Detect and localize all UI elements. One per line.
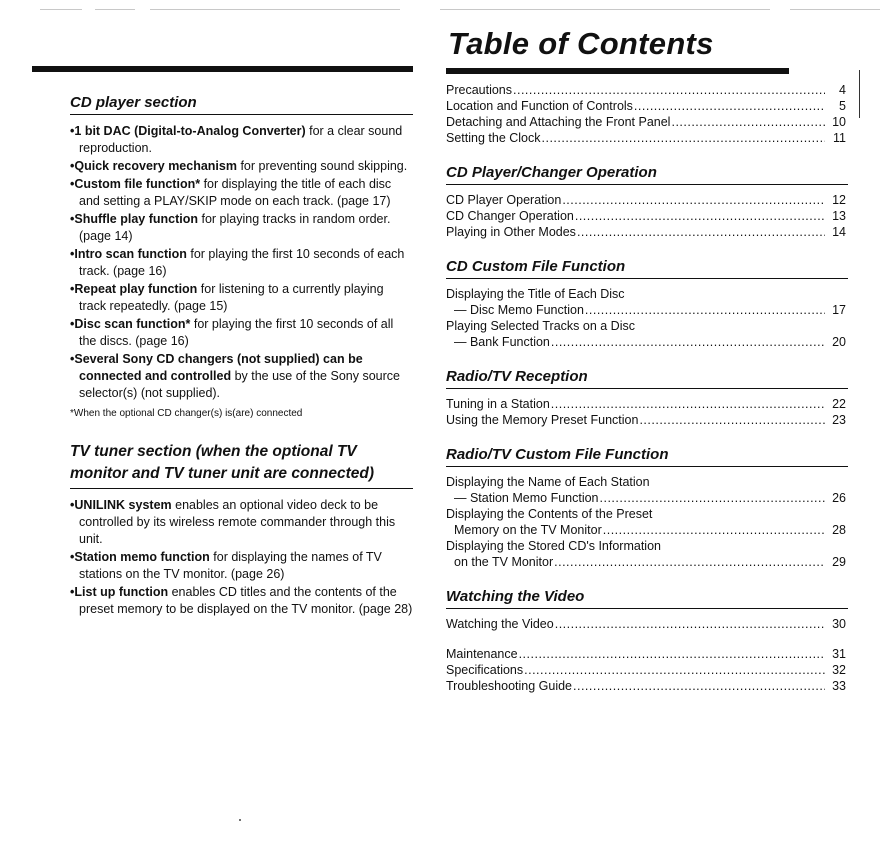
toc-entry[interactable]: Location and Function of Controls ..... 5	[446, 98, 848, 114]
margin-rule	[859, 70, 860, 118]
features-column	[32, 66, 413, 619]
cd-feature-list	[70, 123, 413, 402]
cd-changer-footnote: *When the optional CD changer(s) is(are) connected	[70, 408, 303, 419]
toc-entry[interactable]: Troubleshooting Guide ..... 33	[446, 678, 848, 694]
toc-title: Table of Contents	[448, 26, 714, 61]
toc-entry[interactable]: CD Changer Operation ..... 13	[446, 208, 848, 224]
toc-section-heading: Watching the Video	[446, 588, 848, 609]
feature-item: •1 bit DAC (Digital-to-Analog Converter) for a clear sound reproduction.	[70, 124, 403, 155]
top-rule-left	[40, 9, 82, 10]
page-speck	[239, 819, 241, 821]
toc-section-heading: CD Custom File Function	[446, 258, 848, 279]
table-of-contents	[446, 26, 848, 694]
cd-section-heading: CD player section	[70, 94, 413, 115]
feature-item: •UNILINK system enables an optional video deck to be controlled by its wireless remote commander through this unit.	[70, 498, 396, 546]
toc-entry[interactable]: Displaying the Name of Each Station — Station Memo Function ..... 26	[446, 474, 848, 506]
left-heavy-rule	[32, 66, 413, 72]
top-rule-right-2	[790, 9, 880, 10]
toc-entry[interactable]: Precautions ..... 4	[446, 82, 848, 98]
feature-item: •Quick recovery mechanism for preventing sound skipping.	[70, 159, 408, 173]
feature-item: •Station memo function for displaying the names of TV stations on the TV monitor. (page 26)	[70, 550, 382, 581]
toc-entry[interactable]: Watching the Video ..... 30	[446, 616, 848, 632]
feature-item: •Disc scan function* for playing the first 10 seconds of all the discs. (page 16)	[70, 317, 394, 348]
tv-feature-list	[70, 497, 413, 618]
feature-item: •Intro scan function for playing the first 10 seconds of each track. (page 16)	[70, 247, 405, 278]
toc-section-heading: Radio/TV Custom File Function	[446, 446, 848, 467]
toc-entry[interactable]: Displaying the Title of Each Disc — Disc Memo Function ..... 17	[446, 286, 848, 318]
feature-item: •Custom file function* for displaying the title of each disc and setting a PLAY/SKIP mode on each track. (page 17)	[70, 177, 392, 208]
top-rule-left-2	[95, 9, 135, 10]
toc-entry[interactable]: Tuning in a Station ..... 22	[446, 396, 848, 412]
toc-entry[interactable]: Displaying the Stored CD's Information on the TV Monitor ..... 29	[446, 538, 848, 570]
top-rule-left-3	[150, 9, 400, 10]
toc-section-heading: Radio/TV Reception	[446, 368, 848, 389]
feature-item: •Shuffle play function for playing tracks in random order. (page 14)	[70, 212, 391, 243]
feature-item: •List up function enables CD titles and the contents of the preset memory to be displayed on the TV monitor. (page 28)	[70, 585, 413, 616]
toc-entry[interactable]: Detaching and Attaching the Front Panel ..... 10	[446, 114, 848, 130]
toc-section-heading: CD Player/Changer Operation	[446, 164, 848, 185]
toc-entry[interactable]: Playing Selected Tracks on a Disc — Bank Function ..... 20	[446, 318, 848, 350]
top-rule-right	[440, 9, 770, 10]
toc-entry[interactable]: Using the Memory Preset Function ..... 23	[446, 412, 848, 428]
tv-section-heading: TV tuner section (when the optional TV monitor and TV tuner unit are connected)	[70, 441, 413, 489]
toc-entry[interactable]: Displaying the Contents of the Preset Memory on the TV Monitor ..... 28	[446, 506, 848, 538]
toc-entry[interactable]: Maintenance ..... 31	[446, 646, 848, 662]
toc-entry[interactable]: Playing in Other Modes ..... 14	[446, 224, 848, 240]
toc-heavy-rule	[446, 68, 789, 74]
feature-item: •Several Sony CD changers (not supplied) can be connected and controlled by the use of the Sony source selector(s) (not supplied).	[70, 352, 400, 400]
toc-entry[interactable]: Specifications ..... 32	[446, 662, 848, 678]
toc-intro-list	[446, 82, 848, 146]
toc-entry[interactable]: CD Player Operation ..... 12	[446, 192, 848, 208]
feature-item: •Repeat play function for listening to a currently playing track repeatedly. (page 15)	[70, 282, 384, 313]
toc-entry[interactable]: Setting the Clock ..... 11	[446, 130, 848, 146]
toc-spacer	[446, 632, 848, 646]
